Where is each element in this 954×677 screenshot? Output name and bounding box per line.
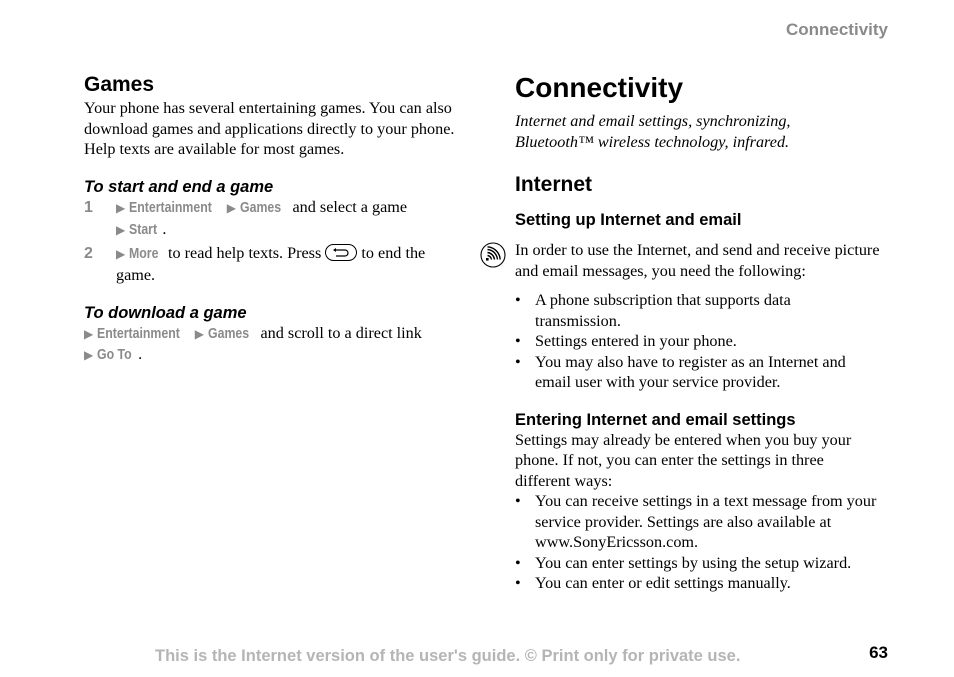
step-text [116,243,446,286]
list-item: • You can enter or edit settings manually. [515,573,895,594]
menu-more: More [129,245,159,262]
menu-entertainment: Entertainment [129,199,213,216]
menu-arrow-icon: ▶ [226,200,237,215]
step-plain-text: to read help texts. Press [163,243,326,262]
menu-games: Games [208,325,250,342]
list-item: • You can receive settings in a text message from your service provider. Settings are also available at www.SonyEricsson.com. [515,491,895,553]
download-game-heading: To download a game [84,303,247,322]
games-heading: Games [84,73,155,96]
games-intro: Your phone has several entertaining games. You can also download games and applications directly to your phone. Help texts are available for most games. [84,99,455,158]
entering-settings-heading: Entering Internet and email settings [515,410,796,429]
list-item: • You can enter settings by using the setup wizard. [515,553,895,574]
connectivity-intro: Internet and email settings, synchronizing, Bluetooth™ wireless technology, infrared. [515,112,791,151]
menu-arrow-icon: ▶ [194,326,205,341]
list-item: • Settings entered in your phone. [515,331,855,352]
menu-start: Start [129,221,158,238]
menu-arrow-icon: ▶ [116,200,126,215]
connectivity-heading: Connectivity [515,72,684,103]
start-end-game-heading: To start and end a game [84,177,274,196]
network-services-icon [480,242,506,268]
entering-settings-text: Settings may already be entered when you buy your phone. If not, you can enter the settings in three different ways: [515,430,852,490]
setup-heading: Setting up Internet and email [515,211,742,229]
menu-arrow-icon: ▶ [116,222,126,237]
list-item: • You may also have to register as an Internet and email user with your service provider. [515,352,855,393]
menu-go-to: Go To [97,347,132,363]
step-number: 1 [84,198,93,216]
step-plain-text: and select a game [288,197,408,216]
step-1 [84,197,464,241]
running-head-title: Connectivity [785,20,888,39]
menu-entertainment: Entertainment [97,325,181,342]
menu-games: Games [240,199,282,216]
download-plain-text: . [138,345,143,363]
setup-requirements-list [515,290,855,393]
back-key-icon [325,244,357,261]
connectivity-section [515,72,905,594]
games-section [84,72,464,366]
menu-arrow-icon: ▶ [116,246,126,261]
step-plain-text: to end the game. [116,243,426,284]
network-note [515,240,905,281]
step-plain-text: . [162,219,167,238]
page-number: 63 [869,643,888,662]
setup-note-text: In order to use the Internet, and send and receive picture and email messages, you need the following: [515,241,880,280]
step-number: 2 [84,244,93,262]
footer-disclaimer: This is the Internet version of the user's guide. © Print only for private use. [155,647,741,665]
internet-heading: Internet [515,173,593,196]
menu-arrow-icon: ▶ [84,348,94,362]
step-2 [84,243,464,286]
step-text [116,197,441,241]
settings-methods-list [515,491,895,594]
list-item: • A phone subscription that supports data transmission. [515,290,855,331]
menu-arrow-icon: ▶ [84,326,94,341]
download-plain-text: and scroll to a direct link [256,323,422,342]
download-instructions [84,323,464,366]
